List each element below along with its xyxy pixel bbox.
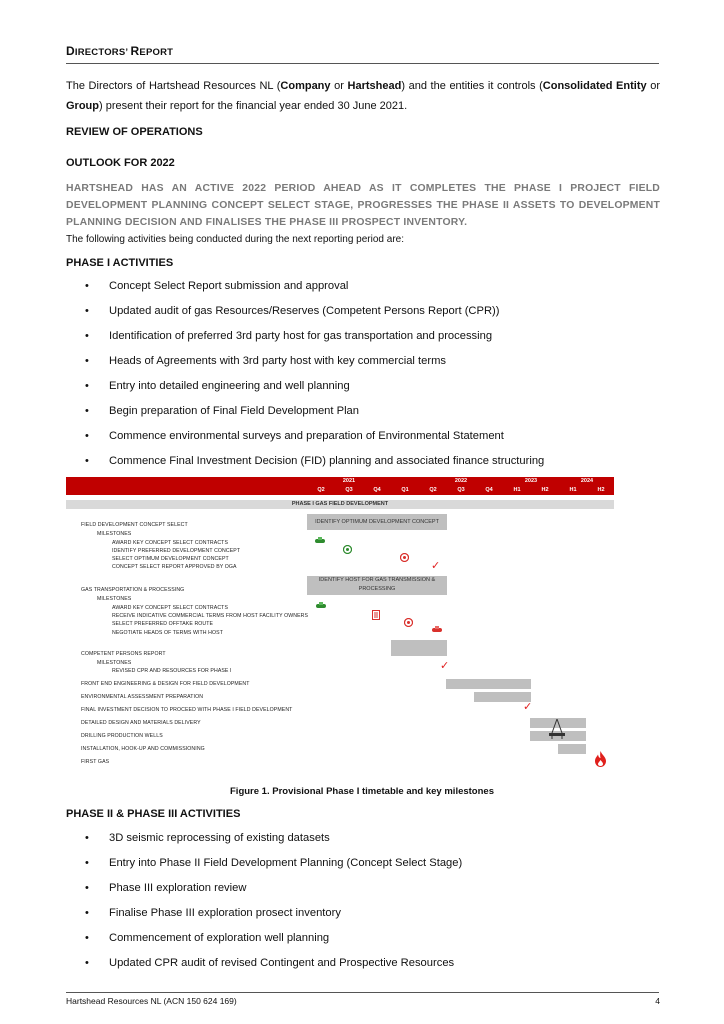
list-item: • Finalise Phase III exploration prosect inventory: [85, 907, 341, 919]
outlook-heading: OUTLOOK FOR 2022: [66, 157, 175, 169]
gantt-box-host: IDENTIFY HOST FOR GAS TRANSMISSION & PROCESSING: [307, 576, 447, 595]
list-item: • Identification of preferred 3rd party host for gas transportation and processing: [85, 330, 493, 342]
list-item: • Begin preparation of Final Field Development Plan: [85, 405, 359, 417]
gantt-row-label: FINAL INVESTMENT DECISION TO PROCEED WITH PHASE I FIELD DEVELOPMENT: [81, 707, 293, 713]
gantt-row-label: ENVIRONMENTAL ASSESSMENT PREPARATION: [81, 694, 204, 700]
gantt-row-label: MILESTONES: [97, 596, 132, 602]
header-rule: [66, 63, 659, 64]
flame-icon: [594, 751, 607, 767]
figure-caption: Figure 1. Provisional Phase I timetable and key milestones: [230, 786, 494, 797]
gantt-row-label: SELECT PREFERRED OFFTAKE ROUTE: [112, 621, 214, 627]
gantt-row-label: SELECT OPTIMUM DEVELOPMENT CONCEPT: [112, 556, 229, 562]
list-item: • 3D seismic reprocessing of existing datasets: [85, 832, 330, 844]
gantt-quarter: Q4: [373, 487, 381, 493]
gantt-row-label: MILESTONES: [97, 531, 132, 537]
list-item: • Updated CPR audit of revised Contingent and Prospective Resources: [85, 957, 455, 969]
list-item: • Concept Select Report submission and approval: [85, 280, 349, 292]
gantt-box-concept: IDENTIFY OPTIMUM DEVELOPMENT CONCEPT: [307, 514, 447, 530]
handshake-icon: [316, 602, 326, 610]
gantt-row-label: GAS TRANSPORTATION & PROCESSING: [81, 587, 185, 593]
gantt-row-label: COMPETENT PERSONS REPORT: [81, 651, 166, 657]
gantt-row-label: MILESTONES: [97, 660, 132, 666]
gantt-bar-cpr: [391, 640, 447, 656]
outlook-text: HARTSHEAD HAS AN ACTIVE 2022 PERIOD AHEAD AS IT COMPLETES THE PHASE I PROJECT FIELD DEVELOPMENT PLANNING CONCEPT SELECT STAGE, PROGRESSES THE PHASE II ASSETS TO DEVELOPMENT PLANNING DECISION AND FINALISES THE PHASE III PROSPECT INVENTORY.: [66, 183, 660, 228]
gantt-row-label: INSTALLATION, HOOK-UP AND COMMISSIONING: [81, 746, 205, 752]
gantt-quarter: H2: [541, 487, 549, 493]
list-item: • Entry into detailed engineering and well planning: [85, 380, 350, 392]
gantt-row-label: IDENTIFY PREFERRED DEVELOPMENT CONCEPT: [112, 548, 241, 554]
list-item: • Heads of Agreements with 3rd party host with key commercial terms: [85, 355, 446, 367]
check-icon: ✓: [431, 560, 441, 572]
document-icon: [372, 610, 380, 620]
gantt-quarter: Q2: [317, 487, 325, 493]
list-item: • Commencement of exploration well planning: [85, 932, 330, 944]
gantt-quarter: Q3: [345, 487, 353, 493]
gantt-row-label: DETAILED DESIGN AND MATERIALS DELIVERY: [81, 720, 201, 726]
target-icon: [343, 545, 352, 554]
phase1-list: [66, 279, 660, 479]
list-item: • Phase III exploration review: [85, 882, 247, 894]
footer-rule: [66, 992, 659, 993]
gantt-quarter: Q4: [485, 487, 493, 493]
gantt-row-label: RECEIVE INDICATIVE COMMERCIAL TERMS FROM HOST FACILITY OWNERS: [112, 613, 309, 619]
list-item: • Entry into Phase II Field Development Planning (Concept Select Stage): [85, 857, 463, 869]
gantt-quarter: Q2: [429, 487, 437, 493]
gantt-phase-label: PHASE I GAS FIELD DEVELOPMENT: [66, 500, 614, 509]
footer-company: Hartshead Resources NL (ACN 150 624 169): [66, 996, 237, 1006]
gantt-row-label: REVISED CPR AND RESOURCES FOR PHASE I: [112, 668, 232, 674]
handshake-icon: [432, 626, 442, 634]
gantt-year: 2023: [524, 478, 538, 484]
intro-paragraph: The Directors of Hartshead Resources NL (Company or Hartshead) and the entities it controls (Consolidated Entity or Group) present their report for the financial year ended 30 June 2021.: [66, 80, 660, 112]
handshake-icon: [315, 537, 325, 545]
gantt-year: 2022: [454, 478, 468, 484]
page-title: DIRECTORS’ REPORT: [66, 44, 174, 58]
gantt-row-label: FRONT END ENGINEERING & DESIGN FOR FIELD DEVELOPMENT: [81, 681, 250, 687]
activities-intro: The following activities being conducted during the next reporting period are:: [66, 234, 404, 245]
gantt-row-label: CONCEPT SELECT REPORT APPROVED BY OGA: [112, 564, 237, 570]
gantt-quarter: H1: [513, 487, 521, 493]
target-icon: [400, 553, 409, 562]
drilling-rig-icon: [548, 719, 566, 739]
list-item: • Updated audit of gas Resources/Reserves (Competent Persons Report (CPR)): [85, 305, 500, 317]
gantt-bar-installation: [558, 744, 586, 754]
phase23-heading: PHASE II & PHASE III ACTIVITIES: [66, 808, 241, 820]
gantt-row-label: NEGOTIATE HEADS OF TERMS WITH HOST: [112, 630, 223, 636]
phase1-heading: PHASE I ACTIVITIES: [66, 257, 174, 269]
gantt-row-label: AWARD KEY CONCEPT SELECT CONTRACTS: [112, 605, 229, 611]
gantt-row-label: FIRST GAS: [81, 759, 110, 765]
gantt-row-label: DRILLING PRODUCTION WELLS: [81, 733, 163, 739]
gantt-quarter: Q1: [401, 487, 409, 493]
review-heading: REVIEW OF OPERATIONS: [66, 126, 203, 138]
gantt-quarter: H1: [569, 487, 577, 493]
list-item: • Commence Final Investment Decision (FID) planning and associated finance structuring: [85, 455, 545, 467]
gantt-year: 2024: [580, 478, 594, 484]
target-icon: [404, 618, 413, 627]
gantt-row-label: AWARD KEY CONCEPT SELECT CONTRACTS: [112, 540, 229, 546]
check-icon: ✓: [523, 701, 533, 713]
gantt-quarter: Q3: [457, 487, 465, 493]
gantt-quarter: H2: [597, 487, 605, 493]
list-item: • Commence environmental surveys and preparation of Environmental Statement: [85, 430, 504, 442]
gantt-year: 2021: [342, 478, 356, 484]
page-number: 4: [655, 996, 660, 1006]
gantt-row-label: FIELD DEVELOPMENT CONCEPT SELECT: [81, 522, 188, 528]
phase23-list: [66, 831, 660, 981]
check-icon: ✓: [440, 660, 450, 672]
gantt-bar-feed: [446, 679, 531, 689]
